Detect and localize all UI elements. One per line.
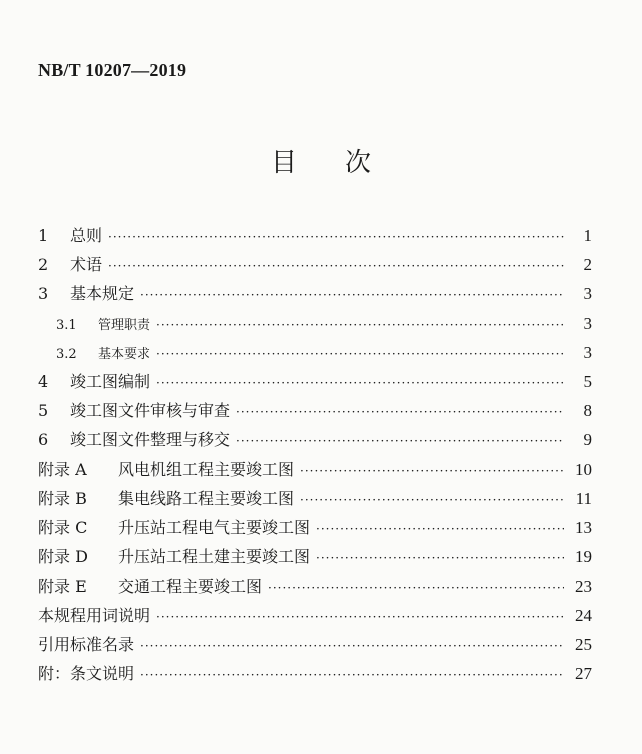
- toc-label: 竣工图文件审核与审查: [70, 401, 231, 420]
- toc-number: 附录 D: [38, 547, 88, 566]
- toc-label: 基本规定: [70, 284, 135, 303]
- toc-leader: [156, 371, 564, 395]
- toc-entry-3-1[interactable]: [56, 312, 592, 336]
- toc-leader: [108, 254, 564, 278]
- toc-label: 竣工图编制: [70, 372, 151, 391]
- toc-page: 25: [575, 635, 592, 654]
- toc-page: 19: [575, 547, 592, 566]
- toc-label: 管理职责: [98, 318, 151, 333]
- toc-label: 术语: [70, 255, 103, 274]
- toc-entry-2[interactable]: [38, 253, 592, 277]
- toc-entry-appendix-b[interactable]: [38, 487, 592, 511]
- toc-label: 升压站工程电气主要竣工图: [118, 518, 311, 537]
- toc-leader: [140, 634, 564, 658]
- toc-page: 2: [583, 255, 592, 274]
- toc-entry-1[interactable]: [38, 224, 592, 248]
- toc-page: 13: [575, 518, 592, 537]
- toc-leader: [316, 546, 564, 570]
- toc-leader: [140, 663, 564, 687]
- toc-page: 5: [583, 372, 592, 391]
- toc-page: 1: [583, 226, 592, 245]
- toc-number: 附录 C: [38, 518, 88, 537]
- toc-page: 3: [583, 314, 592, 333]
- toc-label: 升压站工程土建主要竣工图: [118, 547, 311, 566]
- toc-entry-5[interactable]: [38, 399, 592, 423]
- toc-number: 3: [38, 284, 49, 303]
- toc-page: 8: [583, 401, 592, 420]
- toc-number: 1: [38, 226, 49, 245]
- toc-leader: [300, 488, 564, 512]
- toc-number: 5: [38, 401, 49, 420]
- toc-page: 9: [583, 430, 592, 449]
- toc-entry-appendix-d[interactable]: [38, 545, 592, 569]
- toc-leader: [316, 517, 564, 541]
- toc-label: 本规程用词说明: [38, 606, 151, 625]
- toc-page: 27: [575, 664, 592, 683]
- toc-entry-references[interactable]: [38, 633, 592, 657]
- toc-leader: [156, 342, 564, 366]
- toc-page: 11: [575, 489, 592, 508]
- toc-label: 基本要求: [98, 347, 151, 362]
- toc-page: 10: [575, 460, 592, 479]
- toc-leader: [236, 429, 564, 453]
- toc-entry-wording[interactable]: [38, 604, 592, 628]
- toc-leader: [268, 576, 564, 600]
- page-title: 目次: [270, 148, 419, 178]
- toc-label: 总则: [70, 226, 103, 245]
- toc-entry-3[interactable]: [38, 282, 592, 306]
- toc-number: 3.2: [56, 347, 77, 362]
- toc-number: 附录 A: [38, 460, 87, 479]
- toc-entry-appendix-e[interactable]: [38, 575, 592, 599]
- toc-label: 竣工图文件整理与移交: [70, 430, 231, 449]
- toc-label: 风电机组工程主要竣工图: [118, 460, 295, 479]
- toc-entry-4[interactable]: [38, 370, 592, 394]
- toc-entry-6[interactable]: [38, 428, 592, 452]
- toc-page: 3: [583, 284, 592, 303]
- toc-leader: [236, 400, 564, 424]
- toc-page: 23: [575, 577, 592, 596]
- toc-number: 附录 B: [38, 489, 87, 508]
- toc-leader: [300, 459, 564, 483]
- toc-entry-3-2[interactable]: [56, 341, 592, 365]
- toc-entry-appendix-c[interactable]: [38, 516, 592, 540]
- toc-leader: [140, 283, 564, 307]
- toc-number: 4: [38, 372, 49, 391]
- toc-number: 附录 E: [38, 577, 87, 596]
- toc-page: 3: [583, 343, 592, 362]
- toc-label: 集电线路工程主要竣工图: [118, 489, 295, 508]
- toc-label: 引用标准名录: [38, 635, 135, 654]
- toc-leader: [108, 225, 564, 249]
- toc-leader: [156, 605, 564, 629]
- toc-page: 24: [575, 606, 592, 625]
- toc-number: 3.1: [56, 318, 77, 333]
- toc-entry-explanation[interactable]: [38, 662, 592, 686]
- toc-entry-appendix-a[interactable]: [38, 458, 592, 482]
- toc-number: 2: [38, 255, 49, 274]
- toc-number: 6: [38, 430, 49, 449]
- standard-code: NB/T 10207—2019: [38, 60, 187, 80]
- toc-leader: [156, 313, 564, 337]
- toc-label: 附：条文说明: [38, 664, 135, 683]
- toc-label: 交通工程主要竣工图: [118, 577, 263, 596]
